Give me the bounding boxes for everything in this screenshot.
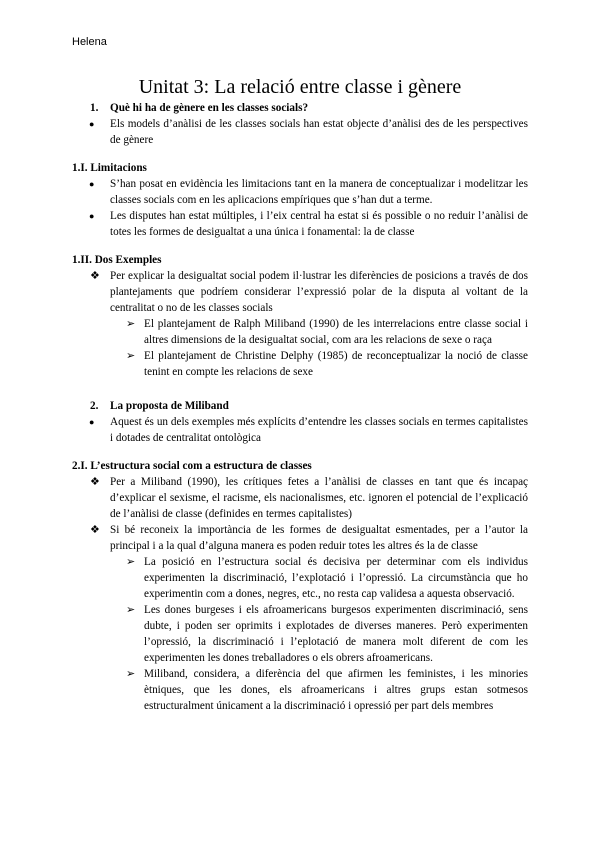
list-item-text: El plantejament de Christine Delphy (1985) de reconceptualizar la noció de classe tenint en compte les relacions de sexe bbox=[144, 350, 528, 378]
section-heading-2-1: 2.I. L’estructura social com a estructura de classes bbox=[72, 460, 312, 472]
list-item-text: Les dones burgeses i els afroamericans burgesos experimenten discriminació, sens dubte, i poden ser oprimits i explotades de diverses maneres. Però experimenten l’opressió, la discriminació i l’eplotació de manera molt diferent de com les experimenten les dones treballadores o els obrers afroamericans. bbox=[144, 604, 528, 664]
section-heading-1-1: 1.I. Limitacions bbox=[72, 162, 147, 174]
section-heading-1 bbox=[72, 100, 528, 116]
list-item-text: Si bé reconeix la importància de les formes de desigualtat esmentades, per a l’autor la principal i a la qual d’alguna manera es poden reduir totes les altres és la de classe bbox=[110, 524, 528, 552]
list-item-text: Les disputes han estat múltiples, i l’eix central ha estat si és possible o no reduir l’anàlisi de totes les formes de desigualtat a una única i fonamental: la de classe bbox=[110, 210, 528, 238]
bullet-icon: ● bbox=[89, 417, 95, 427]
section-heading-1-2: 1.II. Dos Exemples bbox=[72, 254, 162, 266]
list-item bbox=[72, 176, 528, 208]
sub-list-item bbox=[72, 554, 528, 602]
section-number: 1. bbox=[90, 102, 99, 114]
list-item bbox=[72, 414, 528, 446]
sub-list-item bbox=[72, 316, 528, 348]
bullet-icon: ● bbox=[89, 119, 95, 129]
list-item-text: El plantejament de Ralph Miliband (1990) de les interrelacions entre classe social i altres dimensions de la desigualtat social, com ara les relacions de sexe o raça bbox=[144, 318, 528, 346]
list-item bbox=[72, 208, 528, 240]
arrow-bullet-icon: ➢ bbox=[126, 604, 136, 616]
list-item bbox=[72, 116, 528, 148]
list-item bbox=[72, 268, 528, 316]
sub-list-item bbox=[72, 666, 528, 714]
list-item-text: La posició en l’estructura social és decisiva per determinar com els individus experimenten la discriminació, l’explotació i l’opressió. La circumstància que ho experimentin com a dones, negres, etc., no resta cap validesa a aquesta observació. bbox=[144, 556, 528, 600]
arrow-bullet-icon: ➢ bbox=[126, 318, 136, 330]
list-item-text: Els models d’anàlisi de les classes socials han estat objecte d’anàlisi des de les perspectives de gènere bbox=[110, 118, 528, 146]
list-item bbox=[72, 474, 528, 522]
diamond-bullet-icon: ❖ bbox=[90, 524, 100, 536]
list-item-text: Aquest és un dels exemples més explícits d’entendre les classes socials en termes capitalistes i dotades de centralitat ontològica bbox=[110, 416, 528, 444]
sub-list-item bbox=[72, 602, 528, 666]
arrow-bullet-icon: ➢ bbox=[126, 556, 136, 568]
diamond-bullet-icon: ❖ bbox=[90, 476, 100, 488]
bullet-icon: ● bbox=[89, 179, 95, 189]
section-number: 2. bbox=[90, 400, 99, 412]
section-title: Què hi ha de gènere en les classes socials? bbox=[110, 102, 309, 114]
section-title: La proposta de Miliband bbox=[110, 400, 229, 412]
list-item-text: Per explicar la desigualtat social podem il·lustrar les diferències de posicions a través de dos plantejaments que podríem considerar l’expressió polar de la disputa al voltant de la centralitat o no de les classes socials bbox=[110, 270, 528, 314]
diamond-bullet-icon: ❖ bbox=[90, 270, 100, 282]
arrow-bullet-icon: ➢ bbox=[126, 350, 136, 362]
list-item-text: S’han posat en evidència les limitacions tant en la manera de conceptualizar i modelitzar les classes socials com en les aplicacions empíriques que s’han dut a terme. bbox=[110, 178, 528, 206]
sub-list-item bbox=[72, 348, 528, 380]
list-item-text: Per a Miliband (1990), les crítiques fetes a l’anàlisi de classes en tant que és incapaç d’explicar el sexisme, el racisme, els nacionalismes, etc. ignoren el potencial de l’explicació de l’anàlisi de classe (definides en termes capitalistes) bbox=[110, 476, 528, 520]
bullet-icon: ● bbox=[89, 211, 95, 221]
page-title: Unitat 3: La relació entre classe i gènere bbox=[138, 76, 462, 98]
section-heading-2 bbox=[72, 398, 528, 414]
list-item-text: Miliband, considera, a diferència del que afirmen les feministes, i les minories ètniques, que les dones, els afroamericans i altres grups estan sotmesos estructuralment únicament a la discriminació i opressió per part dels membres bbox=[144, 668, 528, 712]
arrow-bullet-icon: ➢ bbox=[126, 668, 136, 680]
header-author: Helena bbox=[72, 36, 107, 48]
document-body bbox=[72, 100, 528, 714]
list-item bbox=[72, 522, 528, 554]
